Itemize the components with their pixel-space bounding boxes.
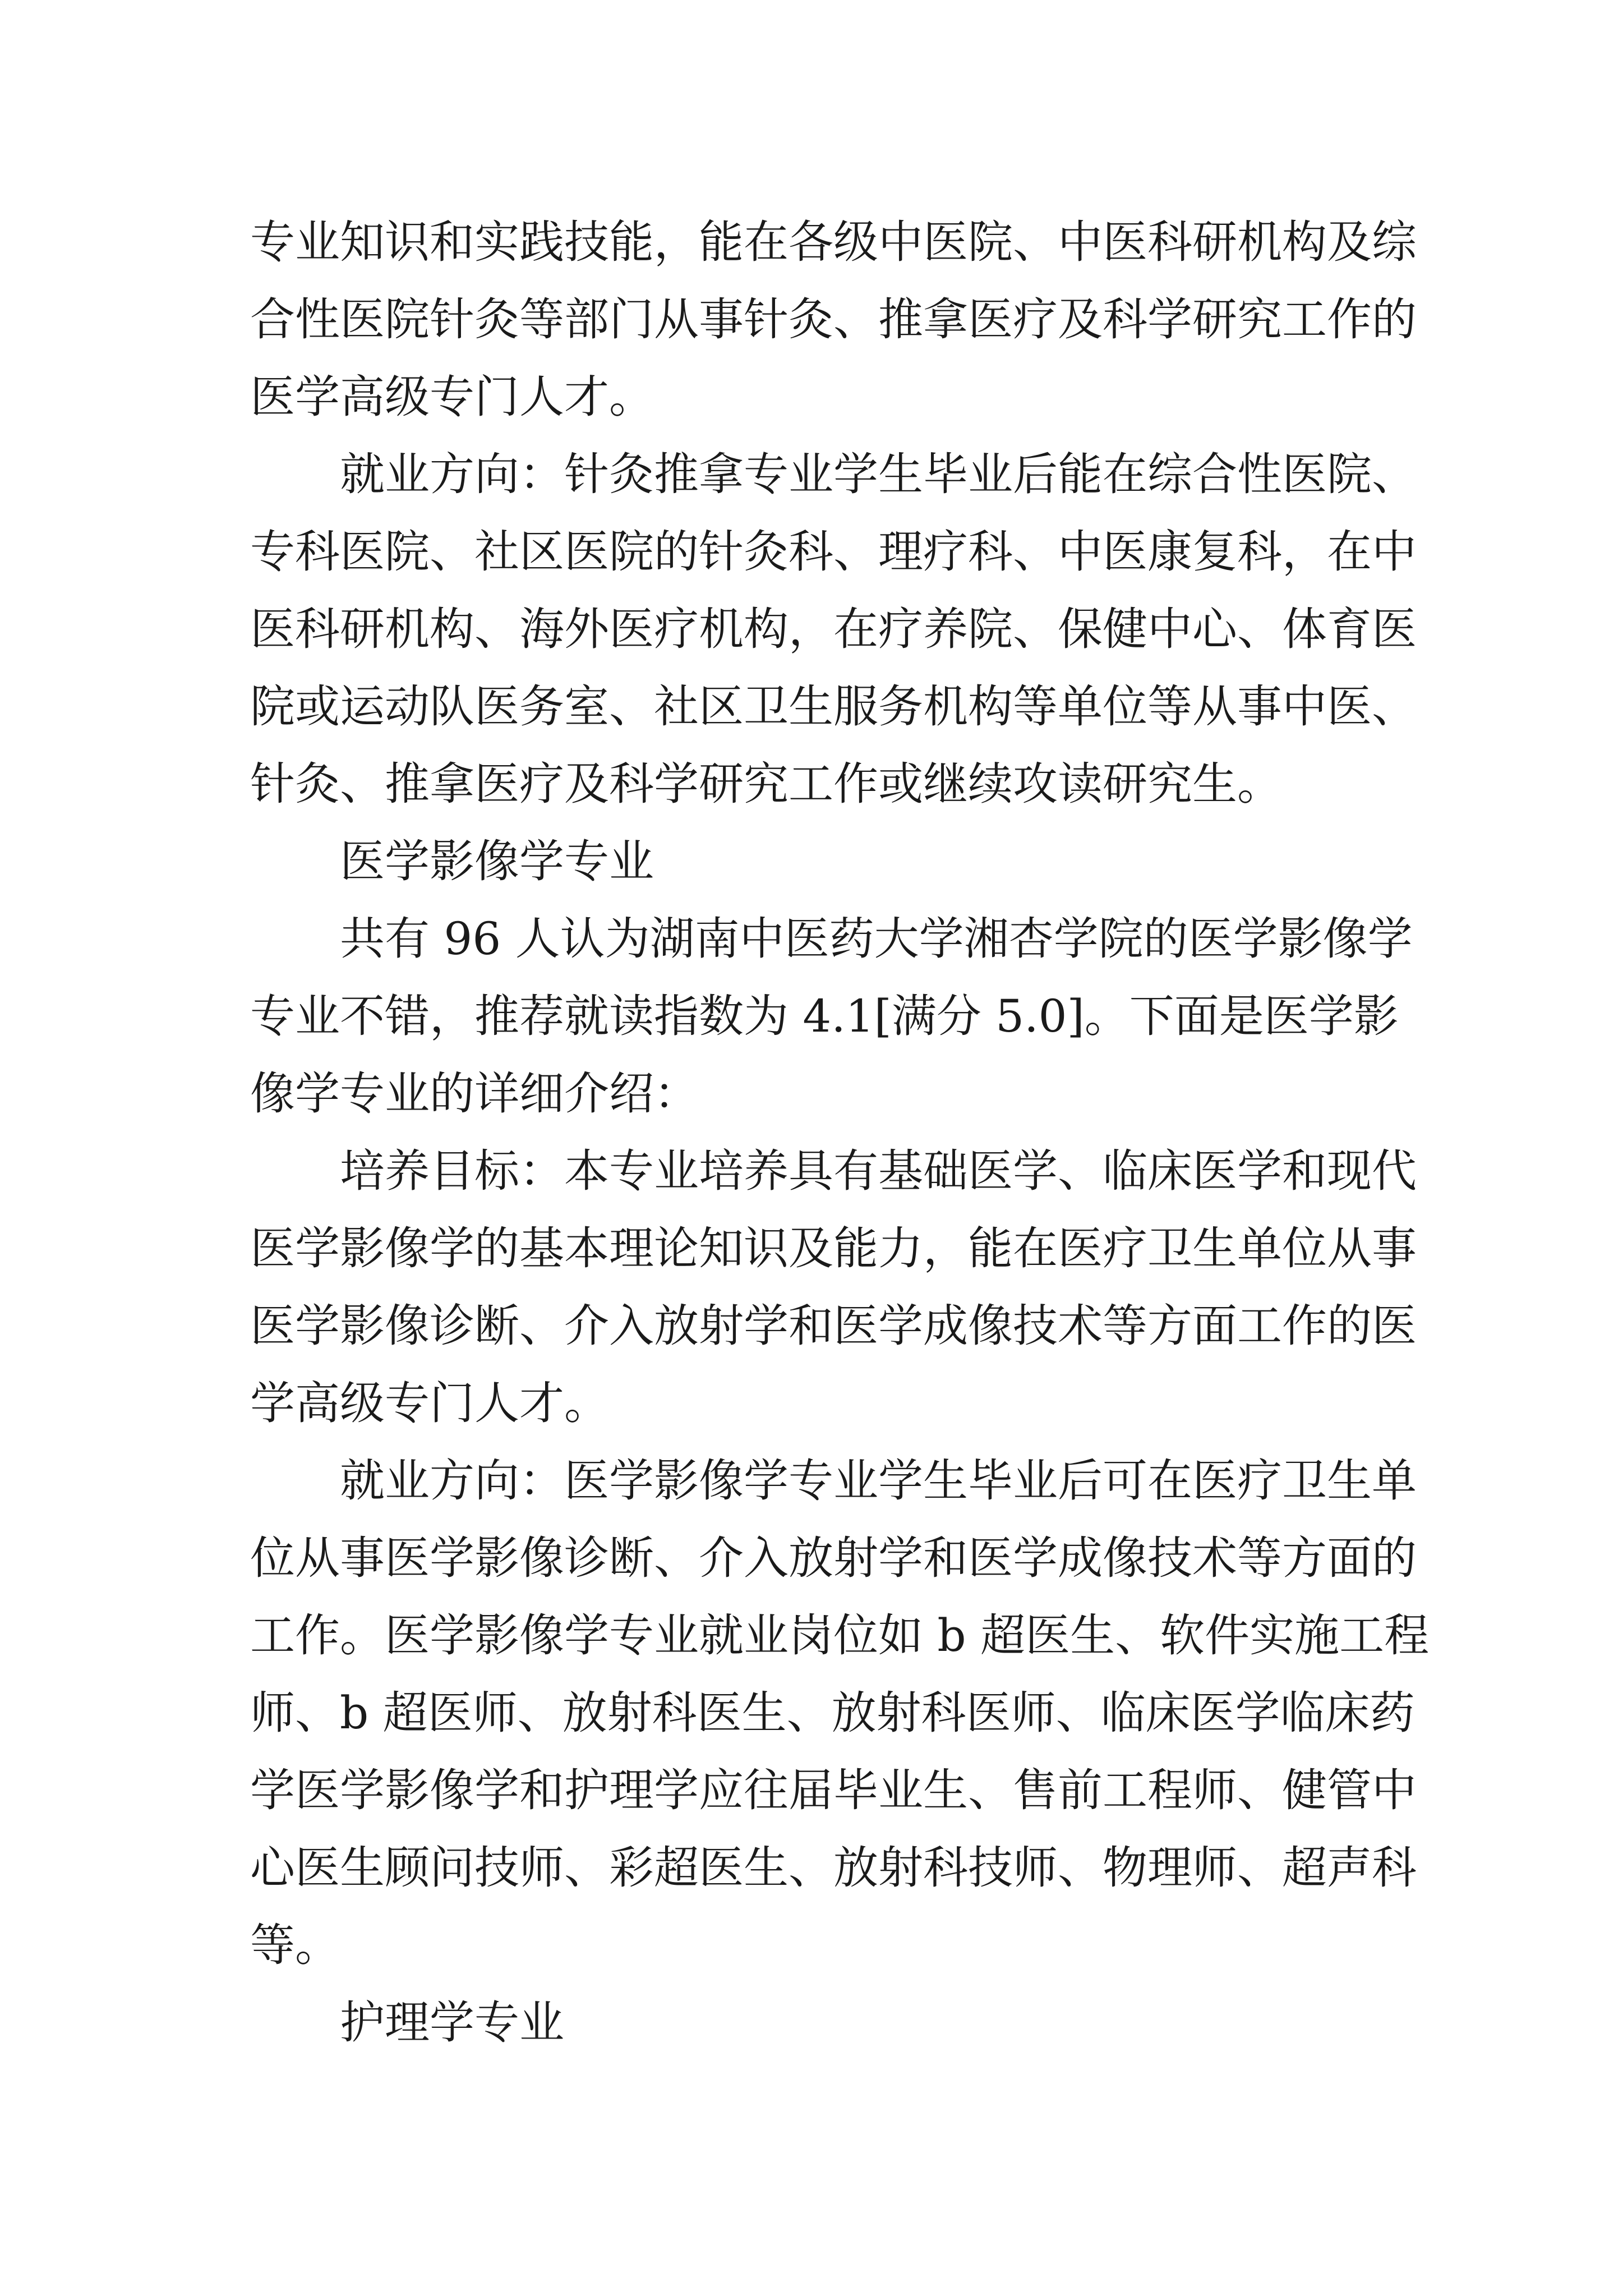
section-heading: 护理学专业 — [340, 1996, 564, 2049]
text-line: 医学影像诊断、介入放射学和医学成像技术等方面工作的医 — [250, 1300, 1417, 1352]
text-line: 针灸、推拿医疗及科学研究工作或继续攻读研究生。 — [250, 758, 1282, 810]
text-line: 学高级专门人才。 — [250, 1377, 609, 1429]
text-line: 心医生顾问技师、彩超医生、放射科技师、物理师、超声科 — [250, 1842, 1417, 1894]
text-line: 像学专业的详细介绍： — [250, 1068, 699, 1120]
text-line: 医学高级专门人才。 — [250, 371, 654, 423]
text-line: 师、b 超医师、放射科医生、放射科医师、临床医学临床药 — [250, 1687, 1415, 1739]
text-line: 培养目标：本专业培养具有基础医学、临床医学和现代 — [340, 1145, 1417, 1197]
text-line: 等。 — [250, 1919, 340, 1971]
text-line: 就业方向：医学影像学专业学生毕业后可在医疗卫生单 — [340, 1455, 1417, 1507]
text-line: 位从事医学影像诊断、介入放射学和医学成像技术等方面的 — [250, 1532, 1417, 1584]
text-line: 医科研机构、海外医疗机构，在疗养院、保健中心、体育医 — [250, 603, 1417, 655]
text-line: 工作。医学影像学专业就业岗位如 b 超医生、软件实施工程 — [250, 1609, 1430, 1662]
text-line: 就业方向：针灸推拿专业学生毕业后能在综合性医院、 — [340, 448, 1417, 500]
text-line: 专业知识和实践技能，能在各级中医院、中医科研机构及综 — [250, 216, 1417, 268]
section-heading: 医学影像学专业 — [340, 835, 654, 887]
text-line: 合性医院针灸等部门从事针灸、推拿医疗及科学研究工作的 — [250, 293, 1417, 346]
text-line: 院或运动队医务室、社区卫生服务机构等单位等从事中医、 — [250, 680, 1417, 733]
text-line: 医学影像学的基本理论知识及能力，能在医疗卫生单位从事 — [250, 1222, 1417, 1274]
text-line: 专科医院、社区医院的针灸科、理疗科、中医康复科，在中 — [250, 526, 1417, 578]
text-line: 学医学影像学和护理学应往届毕业生、售前工程师、健管中 — [250, 1764, 1417, 1816]
text-line: 共有 96 人认为湖南中医药大学湘杏学院的医学影像学 — [340, 913, 1413, 965]
text-line: 专业不错，推荐就读指数为 4.1[满分 5.0]。下面是医学影 — [250, 990, 1399, 1042]
